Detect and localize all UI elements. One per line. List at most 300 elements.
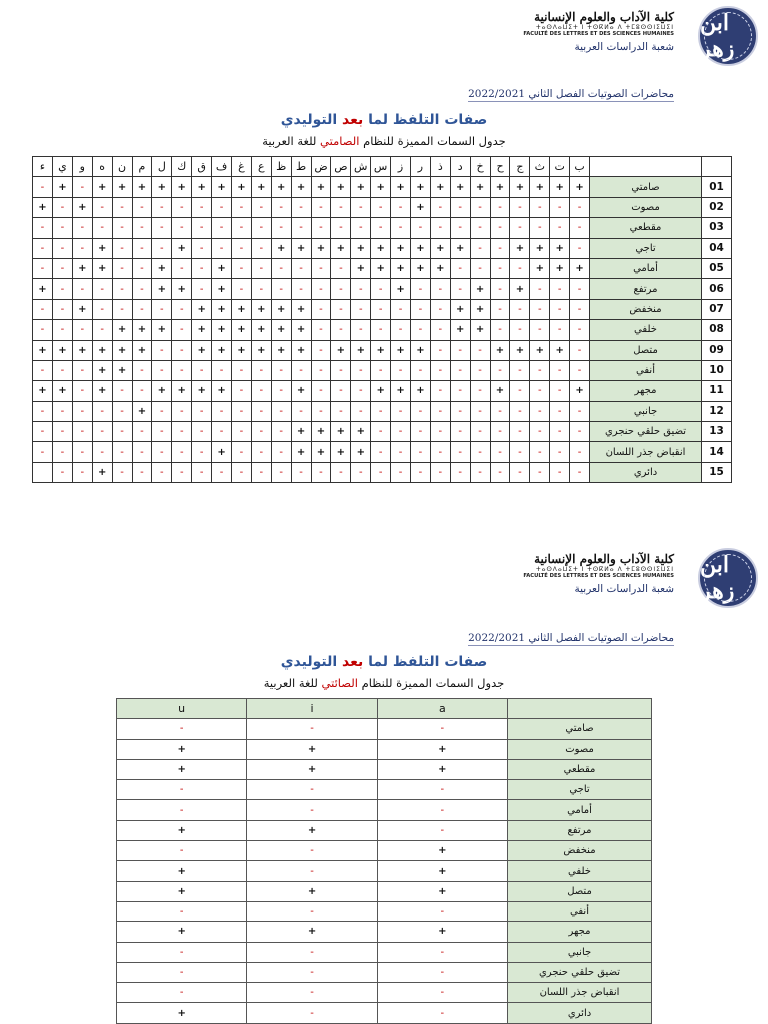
feature-value: - <box>530 381 550 401</box>
feature-value: - <box>52 462 72 482</box>
letter-header: م <box>132 157 152 177</box>
feature-value: - <box>33 238 53 258</box>
feature-value: + <box>33 197 53 217</box>
feature-value: + <box>247 759 377 779</box>
page-vowels <box>0 540 768 1024</box>
feature-value: - <box>291 218 311 238</box>
feature-value: - <box>331 197 351 217</box>
feature-value: + <box>92 462 112 482</box>
feature-value: - <box>231 238 251 258</box>
feature-value: - <box>410 401 430 421</box>
feature-value: - <box>72 401 92 421</box>
feature-value: + <box>331 238 351 258</box>
feature-value: - <box>550 279 570 299</box>
feature-value: - <box>391 401 411 421</box>
feature-value: - <box>530 462 550 482</box>
feature-value: - <box>530 401 550 421</box>
course-title: محاضرات الصوتيات الفصل الثاني 2022/2021 <box>468 632 674 644</box>
feature-value: + <box>117 820 247 840</box>
feature-value: - <box>530 299 550 319</box>
feature-value: + <box>52 177 72 197</box>
feature-value: - <box>231 218 251 238</box>
feature-label: انقباض جذر اللسان <box>508 983 652 1003</box>
feature-value: - <box>450 258 470 278</box>
feature-value: - <box>212 422 232 442</box>
feature-value: + <box>450 177 470 197</box>
feature-value: + <box>331 340 351 360</box>
feature-value: - <box>450 401 470 421</box>
letter-header: ز <box>391 157 411 177</box>
feature-value: + <box>377 922 507 942</box>
feature-value: - <box>112 381 132 401</box>
feature-value: + <box>391 258 411 278</box>
feature-value: - <box>331 462 351 482</box>
institution-block <box>523 552 674 595</box>
feature-label: تاجي <box>508 780 652 800</box>
letter-header: ذ <box>430 157 450 177</box>
feature-value: + <box>72 299 92 319</box>
row-number: 01 <box>702 177 732 197</box>
feature-value: + <box>450 299 470 319</box>
feature-value: - <box>231 197 251 217</box>
feature-value: + <box>530 258 550 278</box>
feature-value: - <box>490 299 510 319</box>
feature-value: - <box>172 442 192 462</box>
feature-value: - <box>33 422 53 442</box>
feature-value: - <box>470 462 490 482</box>
feature-value: - <box>112 218 132 238</box>
feature-value: - <box>470 422 490 442</box>
feature-value: + <box>311 177 331 197</box>
feature-value: + <box>112 320 132 340</box>
feature-label: منخفض <box>590 299 702 319</box>
feature-value: - <box>351 218 371 238</box>
feature-value: - <box>251 258 271 278</box>
table-row <box>33 360 732 380</box>
institution-name-ar: كلية الآداب والعلوم الإنسانية <box>534 10 674 24</box>
feature-value: - <box>570 197 590 217</box>
feature-value: - <box>271 462 291 482</box>
feature-value: + <box>391 381 411 401</box>
feature-value: + <box>291 442 311 462</box>
feature-label: خلفي <box>508 861 652 881</box>
feature-value: - <box>331 258 351 278</box>
table-row <box>117 962 652 982</box>
feature-value: - <box>33 320 53 340</box>
feature-value: - <box>450 422 470 442</box>
feature-label: صامتي <box>508 719 652 739</box>
feature-value: + <box>92 177 112 197</box>
feature-value: - <box>117 942 247 962</box>
feature-value: - <box>52 401 72 421</box>
table-row <box>33 279 732 299</box>
feature-value: - <box>92 218 112 238</box>
feature-value: - <box>72 442 92 462</box>
feature-value: - <box>490 360 510 380</box>
feature-value: - <box>371 299 391 319</box>
feature-value: + <box>550 238 570 258</box>
feature-value: - <box>172 320 192 340</box>
feature-value: - <box>92 422 112 442</box>
feature-value: + <box>430 238 450 258</box>
feature-value: - <box>410 299 430 319</box>
feature-value: - <box>271 401 291 421</box>
feature-value: - <box>172 462 192 482</box>
feature-value: - <box>391 360 411 380</box>
feature-value: - <box>132 279 152 299</box>
feature-value: + <box>410 258 430 278</box>
feature-value: + <box>391 238 411 258</box>
feature-value: - <box>72 238 92 258</box>
feature-value: + <box>172 381 192 401</box>
feature-value: - <box>117 719 247 739</box>
feature-value: - <box>550 381 570 401</box>
feature-value: - <box>430 320 450 340</box>
feature-value: - <box>271 442 291 462</box>
feature-value: + <box>377 861 507 881</box>
feature-value: - <box>231 422 251 442</box>
letter-header: ب <box>570 157 590 177</box>
feature-value: + <box>152 279 172 299</box>
row-number: 04 <box>702 238 732 258</box>
feature-value: + <box>92 340 112 360</box>
letter-header: د <box>450 157 470 177</box>
feature-value: + <box>510 279 530 299</box>
feature-value: - <box>271 360 291 380</box>
table-row <box>117 820 652 840</box>
feature-label: تضيق حلقي حنجري <box>508 962 652 982</box>
feature-value: + <box>251 299 271 319</box>
feature-value: - <box>510 299 530 319</box>
feature-value: - <box>470 401 490 421</box>
feature-value: - <box>331 360 351 380</box>
feature-value: + <box>192 177 212 197</box>
feature-value: - <box>152 238 172 258</box>
feature-label: مرتفع <box>590 279 702 299</box>
row-number: 08 <box>702 320 732 340</box>
feature-value: + <box>331 442 351 462</box>
feature-value: - <box>510 218 530 238</box>
feature-value: + <box>291 340 311 360</box>
feature-value: - <box>247 719 377 739</box>
feature-value: - <box>33 258 53 278</box>
feature-value: - <box>247 962 377 982</box>
table-row <box>117 800 652 820</box>
feature-value: - <box>172 299 192 319</box>
institution-name-tifinagh: ⵜⴰⵙⴷⴰⵡⵉⵜ ⵏ ⵜⵙⴽⵍⴰ ⴷ ⵜⵎⵓⵙⵙⵏⵉⵡⵉⵏ <box>535 24 674 31</box>
feature-value: + <box>371 238 391 258</box>
feature-value: + <box>192 320 212 340</box>
feature-value: + <box>351 422 371 442</box>
feature-value: - <box>450 381 470 401</box>
feature-value: - <box>450 218 470 238</box>
feature-value: + <box>570 177 590 197</box>
feature-value: - <box>271 279 291 299</box>
feature-value: - <box>231 442 251 462</box>
feature-value: + <box>470 177 490 197</box>
feature-value: - <box>112 258 132 278</box>
feature-value: - <box>550 360 570 380</box>
feature-value: - <box>311 381 331 401</box>
feature-value: - <box>247 800 377 820</box>
feature-value: - <box>530 442 550 462</box>
feature-value: + <box>490 381 510 401</box>
university-logo: ابن زهر <box>698 6 758 66</box>
feature-value: + <box>132 340 152 360</box>
feature-value: - <box>172 197 192 217</box>
feature-value: - <box>371 360 391 380</box>
feature-value: + <box>470 279 490 299</box>
feature-value: - <box>410 360 430 380</box>
feature-value: + <box>112 360 132 380</box>
table-row <box>33 340 732 360</box>
feature-value: - <box>430 340 450 360</box>
feature-value: - <box>251 422 271 442</box>
feature-value: - <box>271 197 291 217</box>
consonant-feature-table <box>32 156 732 483</box>
feature-value: - <box>117 800 247 820</box>
feature-value: + <box>192 299 212 319</box>
feature-value: + <box>311 422 331 442</box>
feature-label: مصوت <box>590 197 702 217</box>
table-row <box>33 462 732 482</box>
feature-label: صامتي <box>590 177 702 197</box>
feature-value: + <box>112 340 132 360</box>
feature-value: + <box>351 238 371 258</box>
feature-value: - <box>52 442 72 462</box>
feature-value: - <box>391 442 411 462</box>
feature-value: + <box>231 299 251 319</box>
feature-label: متصل <box>508 881 652 901</box>
feature-value: - <box>430 197 450 217</box>
feature-value: - <box>72 462 92 482</box>
row-number: 11 <box>702 381 732 401</box>
feature-value: - <box>450 340 470 360</box>
feature-value: - <box>291 401 311 421</box>
feature-value: - <box>112 442 132 462</box>
feature-value: - <box>112 422 132 442</box>
feature-value: - <box>371 197 391 217</box>
feature-value: - <box>430 279 450 299</box>
feature-value: - <box>132 238 152 258</box>
feature-value: - <box>247 841 377 861</box>
feature-value: + <box>52 381 72 401</box>
feature-value: - <box>371 462 391 482</box>
feature-value: + <box>212 177 232 197</box>
feature-value: + <box>291 177 311 197</box>
feature-value: - <box>470 238 490 258</box>
feature-value: + <box>52 340 72 360</box>
feature-value: - <box>430 381 450 401</box>
letter-header: ي <box>52 157 72 177</box>
feature-value: - <box>291 462 311 482</box>
feature-value: + <box>92 258 112 278</box>
feature-label: منخفض <box>508 841 652 861</box>
feature-value: + <box>212 320 232 340</box>
feature-value: - <box>510 462 530 482</box>
table-row <box>33 401 732 421</box>
feature-value: + <box>351 340 371 360</box>
feature-value: - <box>72 360 92 380</box>
feature-value: - <box>117 780 247 800</box>
feature-value: - <box>172 401 192 421</box>
feature-value: - <box>152 442 172 462</box>
feature-value: - <box>52 279 72 299</box>
feature-value: + <box>92 360 112 380</box>
feature-value: - <box>490 218 510 238</box>
feature-value: - <box>351 279 371 299</box>
feature-value: + <box>430 177 450 197</box>
feature-value: + <box>92 238 112 258</box>
feature-value: - <box>132 258 152 278</box>
feature-value: + <box>371 177 391 197</box>
feature-value: + <box>450 320 470 340</box>
feature-value: - <box>377 719 507 739</box>
row-number: 10 <box>702 360 732 380</box>
feature-value: - <box>430 360 450 380</box>
feature-value: + <box>351 442 371 462</box>
feature-value: + <box>117 881 247 901</box>
feature-value: - <box>377 780 507 800</box>
feature-value: - <box>52 197 72 217</box>
feature-value: + <box>192 340 212 360</box>
feature-value: - <box>172 340 192 360</box>
feature-value: - <box>510 258 530 278</box>
letter-header: ص <box>331 157 351 177</box>
feature-value: - <box>52 360 72 380</box>
feature-value: + <box>570 381 590 401</box>
feature-value: - <box>192 197 212 217</box>
feature-value: + <box>291 422 311 442</box>
feature-value: - <box>132 197 152 217</box>
feature-value: - <box>450 462 470 482</box>
feature-value: - <box>251 401 271 421</box>
feature-label: جانبي <box>508 942 652 962</box>
institution-name-fr: FACULTÉ DES LETTRES ET DES SCIENCES HUMAINES <box>523 31 674 37</box>
table-row <box>33 422 732 442</box>
feature-value: - <box>132 360 152 380</box>
feature-value: - <box>152 218 172 238</box>
page-title: صفات التلفظ لما بعد التوليدي <box>280 112 488 128</box>
feature-value: + <box>247 881 377 901</box>
feature-value: - <box>132 218 152 238</box>
feature-value: - <box>192 279 212 299</box>
feature-value: - <box>510 197 530 217</box>
feature-value: + <box>231 177 251 197</box>
feature-value: - <box>410 422 430 442</box>
feature-value: - <box>391 197 411 217</box>
feature-value: - <box>470 218 490 238</box>
feature-value: - <box>351 401 371 421</box>
feature-label: أنفي <box>590 360 702 380</box>
feature-value: + <box>152 177 172 197</box>
feature-value: - <box>291 197 311 217</box>
feature-value: - <box>311 197 331 217</box>
page-title: صفات التلفظ لما بعد التوليدي <box>280 654 488 670</box>
feature-value: - <box>92 279 112 299</box>
institution-block <box>523 10 674 53</box>
feature-value: + <box>271 340 291 360</box>
feature-value: + <box>470 320 490 340</box>
feature-value: + <box>152 258 172 278</box>
feature-value: - <box>52 258 72 278</box>
feature-value: - <box>172 218 192 238</box>
feature-value: + <box>371 381 391 401</box>
feature-value: + <box>212 381 232 401</box>
table-row <box>117 759 652 779</box>
feature-value: - <box>490 442 510 462</box>
feature-value: - <box>550 422 570 442</box>
feature-value: - <box>311 258 331 278</box>
feature-value: - <box>550 320 570 340</box>
feature-value: - <box>450 197 470 217</box>
table-row <box>117 942 652 962</box>
feature-value: - <box>33 360 53 380</box>
letter-header: غ <box>231 157 251 177</box>
row-number: 02 <box>702 197 732 217</box>
feature-value: + <box>212 258 232 278</box>
feature-value: + <box>112 177 132 197</box>
feature-value: - <box>470 197 490 217</box>
feature-value: + <box>391 340 411 360</box>
feature-value: - <box>311 299 331 319</box>
feature-value: - <box>112 401 132 421</box>
feature-value: + <box>132 320 152 340</box>
feature-value: - <box>410 320 430 340</box>
feature-value: + <box>247 820 377 840</box>
feature-value: - <box>192 258 212 278</box>
feature-value: + <box>550 177 570 197</box>
table-row <box>117 841 652 861</box>
feature-value: - <box>271 258 291 278</box>
feature-label: مرتفع <box>508 820 652 840</box>
feature-value: - <box>490 462 510 482</box>
feature-value: - <box>570 320 590 340</box>
feature-value: - <box>132 299 152 319</box>
feature-value: - <box>490 197 510 217</box>
feature-value: + <box>212 442 232 462</box>
feature-value: + <box>331 422 351 442</box>
row-number: 07 <box>702 299 732 319</box>
feature-value: + <box>377 759 507 779</box>
feature-value: - <box>92 442 112 462</box>
feature-value: + <box>117 759 247 779</box>
feature-value: + <box>450 238 470 258</box>
feature-value: - <box>490 258 510 278</box>
feature-value: + <box>271 320 291 340</box>
feature-value: - <box>271 381 291 401</box>
letter-header: ج <box>510 157 530 177</box>
feature-value: - <box>311 360 331 380</box>
feature-value: + <box>72 258 92 278</box>
feature-value: - <box>371 422 391 442</box>
letter-header: ق <box>192 157 212 177</box>
institution-name-ar: كلية الآداب والعلوم الإنسانية <box>534 552 674 566</box>
feature-value: - <box>247 1003 377 1023</box>
letter-header: ف <box>212 157 232 177</box>
letter-header: ظ <box>271 157 291 177</box>
feature-value: - <box>351 360 371 380</box>
table-row <box>117 861 652 881</box>
row-number: 03 <box>702 218 732 238</box>
feature-value: + <box>251 340 271 360</box>
feature-value: - <box>152 340 172 360</box>
feature-value: - <box>311 462 331 482</box>
feature-value: - <box>212 238 232 258</box>
feature-value: - <box>377 800 507 820</box>
letter-header: ش <box>351 157 371 177</box>
feature-value: + <box>510 340 530 360</box>
